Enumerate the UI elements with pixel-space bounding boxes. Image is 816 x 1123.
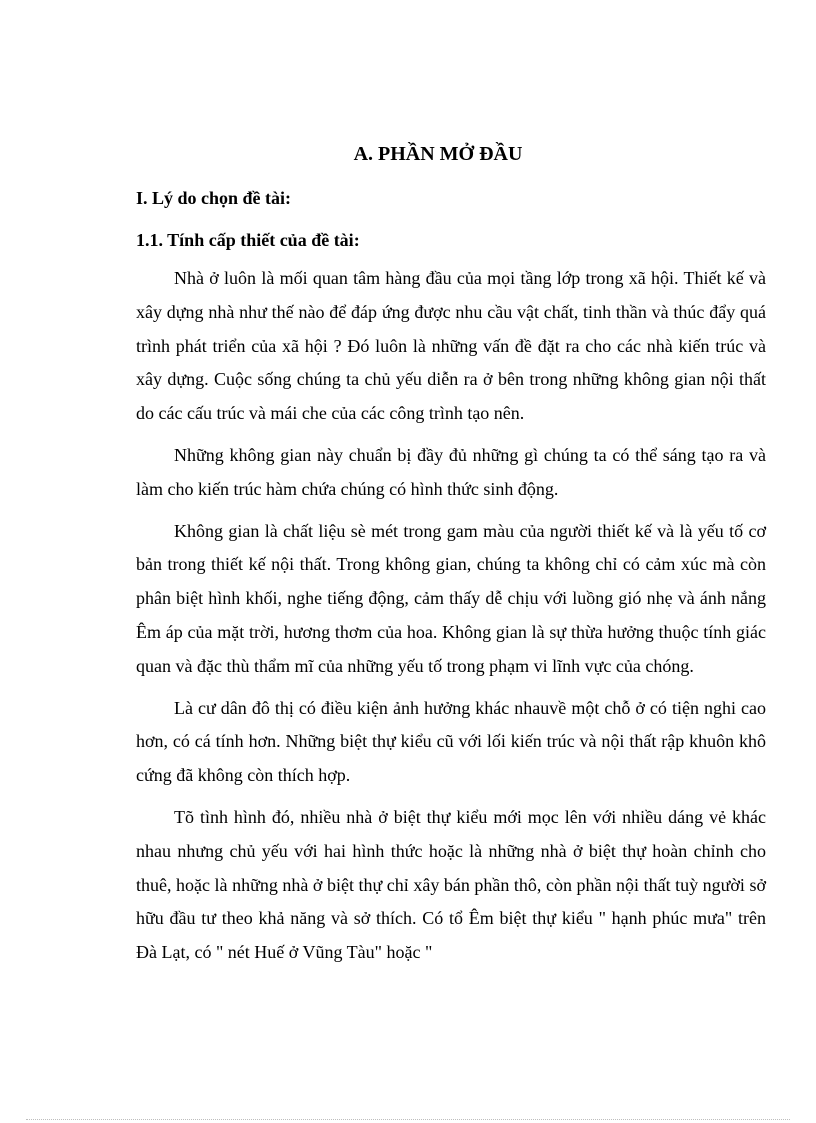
subsection-heading: 1.1. Tính cấp thiết của đề tài: [136,230,360,250]
body-text [136,262,766,978]
section-heading: I. Lý do chọn đề tài: [136,188,292,208]
paragraph-5: Tõ tình hình đó, nhiều nhà ở biệt thự kiểu mới mọc lên với nhiều dáng vẻ khác nhau nhưng chủ yếu với hai hình thức hoặc là những nhà ở biệt thự hoàn chỉnh cho thuê, hoặc là những nhà ở biệt thự chỉ xây bán phần thô, còn phần nội thất tuỳ người sở hữu đầu tư theo khả năng và sở thích. Có tổ Êm biệt thự kiểu " hạnh phúc mưa" trên Đà Lạt, có " nét Huế ở Vũng Tàu" hoặc " [136,806,766,963]
paragraph-4: Là cư dân đô thị có điều kiện ảnh hưởng khác nhauvề một chỗ ở có tiện nghi cao hơn, có cá tính hơn. Những biệt thự kiểu cũ với lối kiến trúc và nội thất rập khuôn khô cứng đã không còn thích hợp. [136,697,766,786]
paragraph-2: Những không gian này chuẩn bị đầy đủ những gì chúng ta có thể sáng tạo ra và làm cho kiến trúc hàm chứa chúng có hình thức sinh động. [136,444,766,499]
paragraph-1: Nhà ở luôn là mối quan tâm hàng đầu của mọi tầng lớp trong xã hội. Thiết kế và xây dựng nhà như thế nào để đáp ứng được nhu cầu vật chất, tinh thần và thúc đẩy quá trình phát triển của xã hội ? Đó luôn là những vấn đề đặt ra cho các nhà kiến trúc và xây dựng. Cuộc sống chúng ta chủ yếu diễn ra ở bên trong những không gian nội thất do các cấu trúc và mái che của các công trình tạo nên. [136,268,766,424]
paragraph-3: Không gian là chất liệu sè mét trong gam màu của người thiết kế và là yếu tố cơ bản trong thiết kế nội thất. Trong không gian, chúng ta không chỉ có cảm xúc mà còn phân biệt hình khối, nghe tiếng động, cảm thấy dễ chịu với luồng gió nhẹ và ánh nắng Êm áp của mặt trời, hương thơm của hoa. Không gian là sự thừa hưởng thuộc tính giác quan và đặc thù thẩm mĩ của những yếu tố trong phạm vi lĩnh vực của chóng. [136,520,766,676]
page-title: A. PHẦN MỞ ĐẦU [353,143,523,165]
page-bottom-divider [26,1119,790,1120]
